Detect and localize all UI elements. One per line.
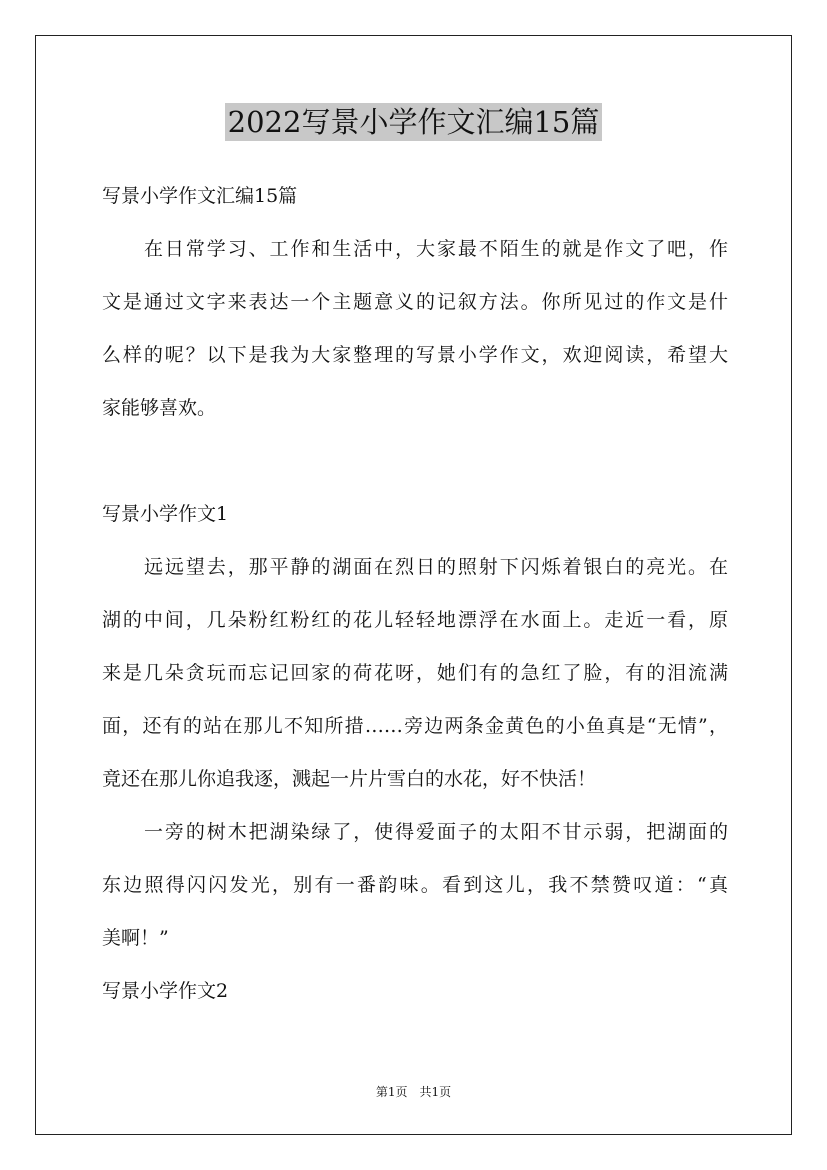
document-body — [102, 170, 728, 1018]
paragraph-line: 竟还在那儿你追我逐，溅起一片片雪白的水花，好不快活！ — [102, 768, 597, 790]
paragraph-line: 湖的中间，几朵粉红粉红的花儿轻轻地漂浮在水面上。走近一看，原 — [102, 609, 728, 631]
page-footer: 第1页 共1页 — [375, 1085, 452, 1099]
title-container — [0, 103, 827, 141]
paragraph-line: 一旁的树木把湖染绿了，使得爱面子的太阳不甘示弱，把湖面的 — [144, 821, 728, 843]
section-heading: 写景小学作文1 — [102, 503, 229, 525]
intro-line: 么样的呢？以下是我为大家整理的写景小学作文，欢迎阅读，希望大 — [102, 344, 728, 366]
paragraph-line: 面，还有的站在那儿不知所措……旁边两条金黄色的小鱼真是“无情”， — [102, 715, 728, 737]
intro-line: 文是通过文字来表达一个主题意义的记叙方法。你所见过的作文是什 — [102, 291, 728, 313]
subtitle: 写景小学作文汇编15篇 — [102, 185, 298, 207]
intro-line: 在日常学习、工作和生活中，大家最不陌生的就是作文了吧，作 — [144, 238, 728, 260]
paragraph-line: 来是几朵贪玩而忘记回家的荷花呀，她们有的急红了脸，有的泪流满 — [102, 662, 728, 684]
intro-line: 家能够喜欢。 — [102, 397, 217, 419]
paragraph-line: 远远望去，那平静的湖面在烈日的照射下闪烁着银白的亮光。在 — [144, 556, 728, 578]
paragraph-spacer — [102, 435, 728, 488]
paragraph-line: 东边照得闪闪发光，别有一番韵味。看到这儿，我不禁赞叹道：“真 — [102, 874, 728, 896]
section-heading: 写景小学作文2 — [102, 980, 229, 1002]
paragraph-line: 美啊！” — [102, 927, 169, 949]
document-title: 2022写景小学作文汇编15篇 — [225, 103, 603, 141]
